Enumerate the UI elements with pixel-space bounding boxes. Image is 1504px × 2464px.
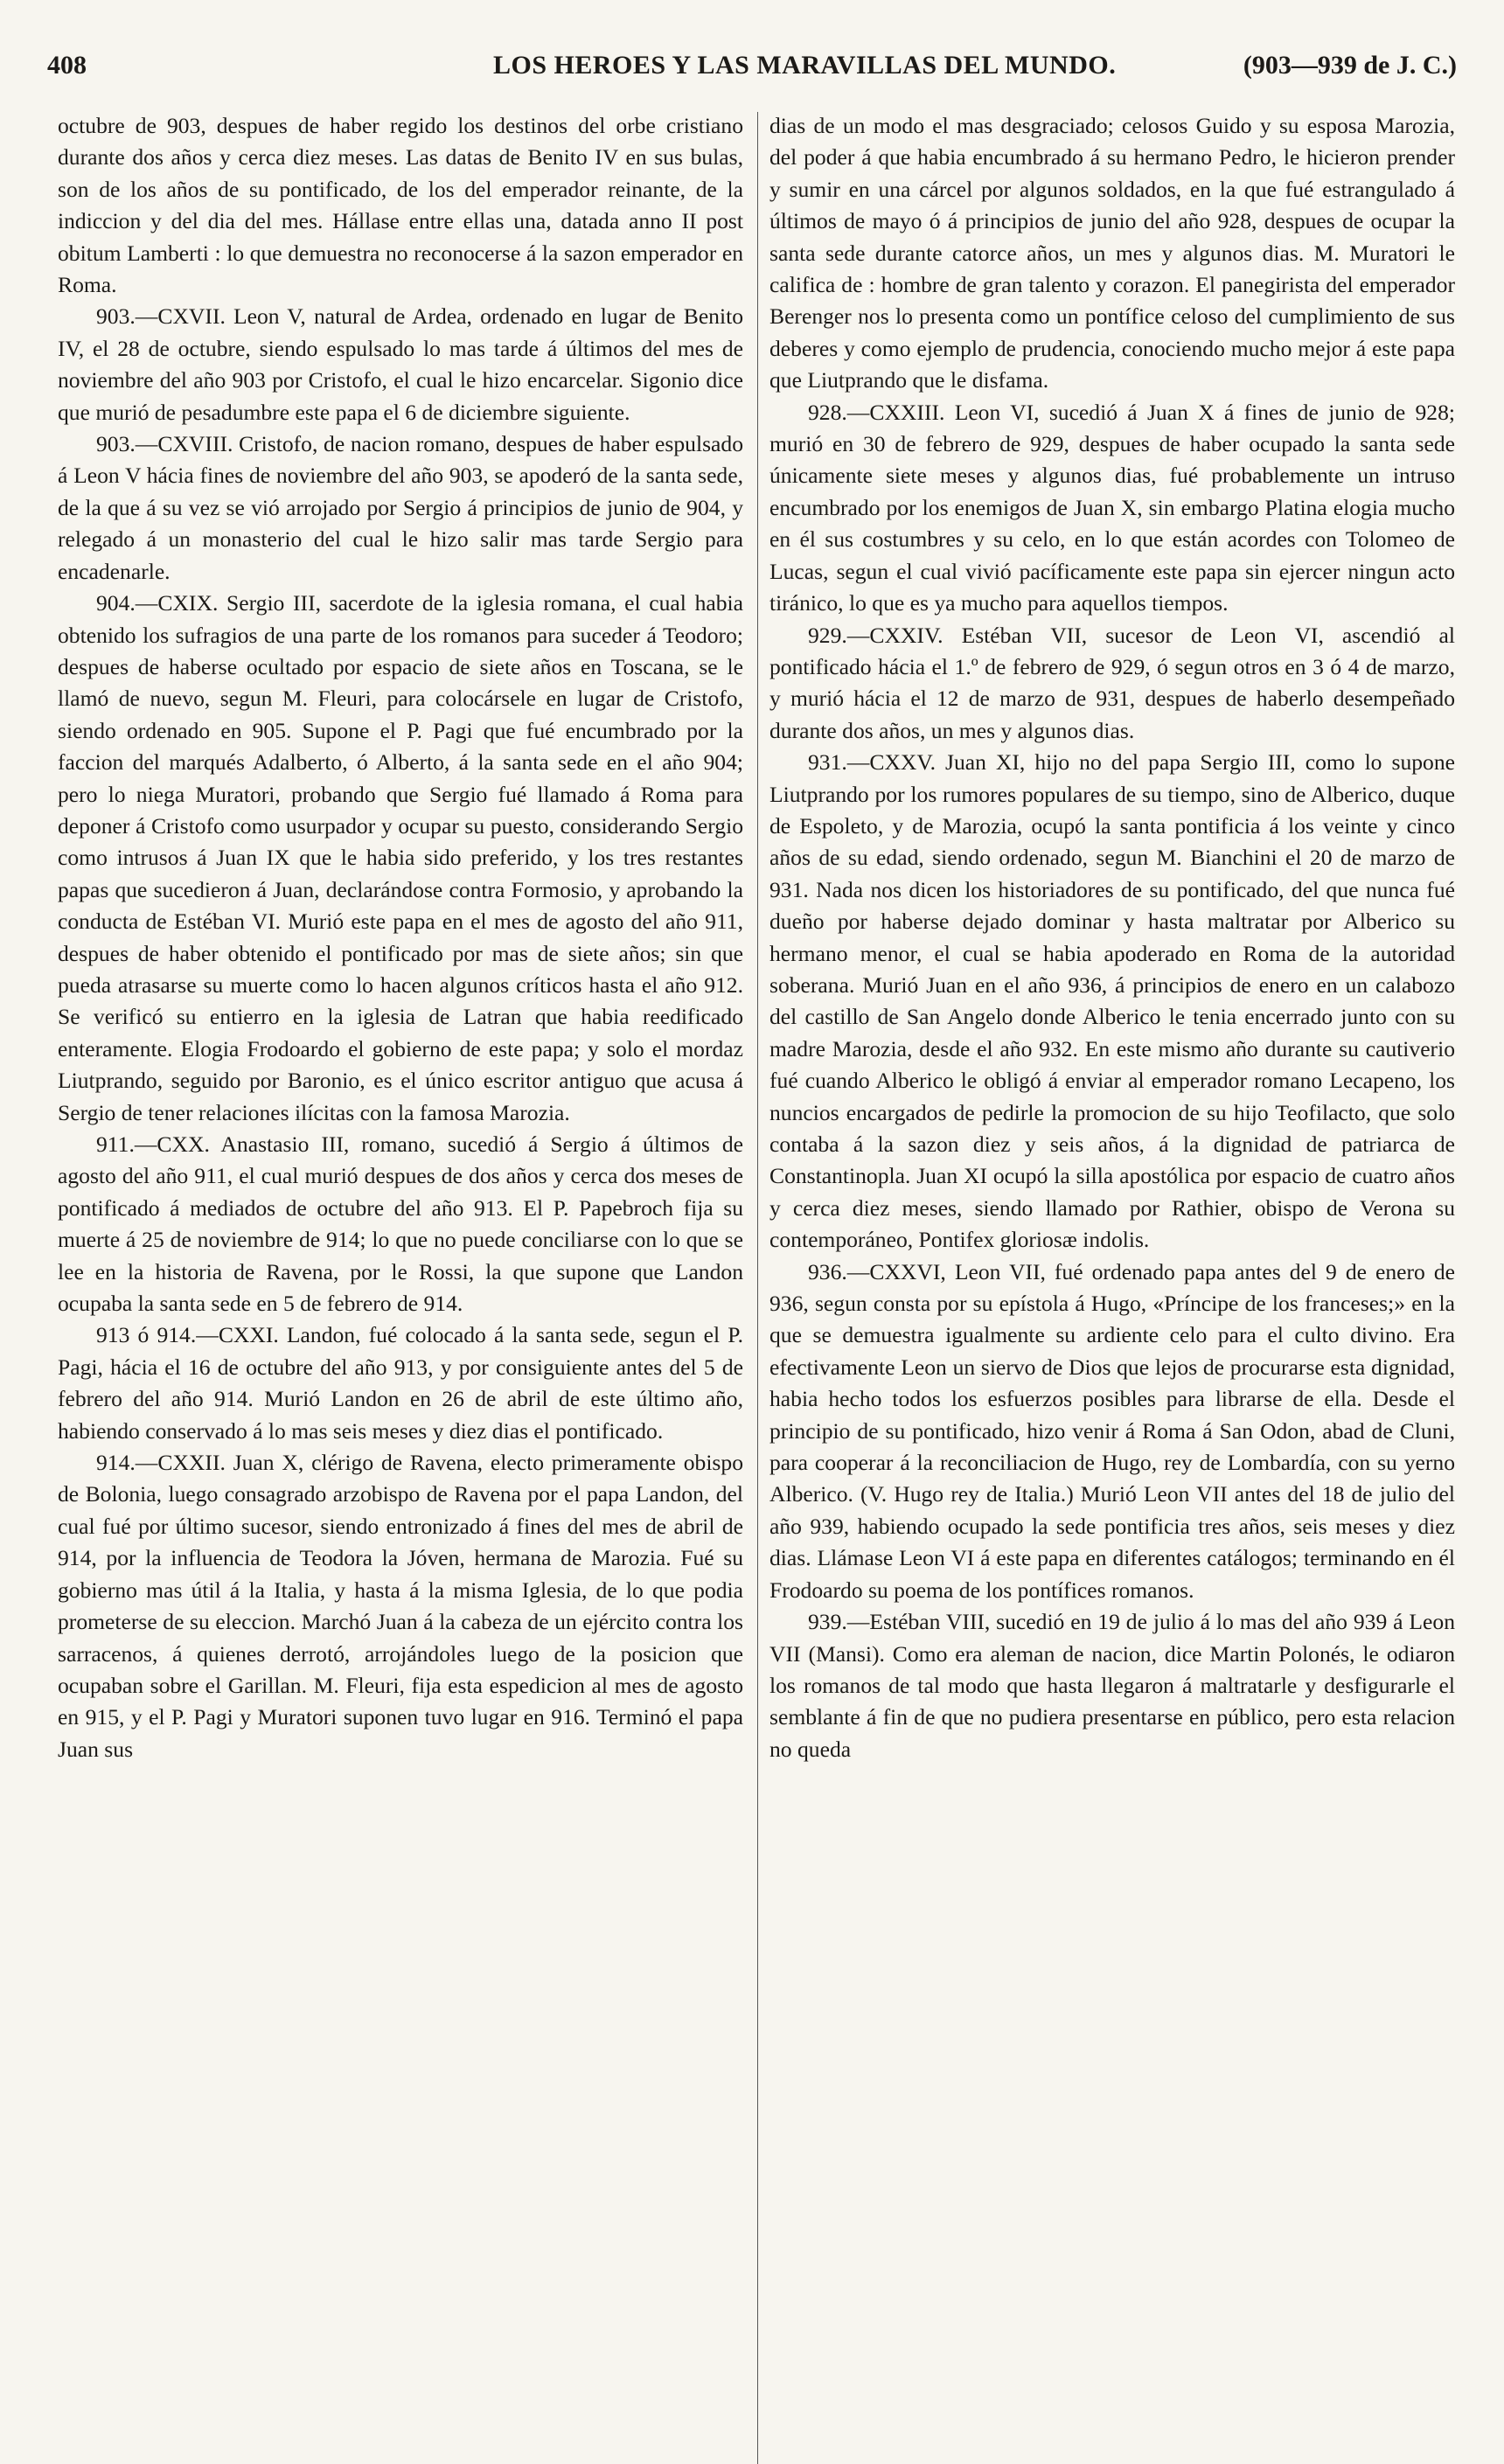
- running-header: [47, 51, 1457, 100]
- paragraph: 914.—CXXII. Juan X, clérigo de Ravena, electo primeramente obispo de Bolonia, luego consagrado arzobispo de Ravena por el papa Landon, del cual fué por último sucesor, siendo entronizado á fines del mes de abril de 914, por la influencia de Teodora la Jóven, hermana de Marozia. Fué su gobierno mas útil á la Italia, y hasta á la misma Iglesia, de lo que podia prometerse de su eleccion. Marchó Juan á la cabeza de un ejército contra los sarracenos, á quienes derrotó, arrojándoles luego de la posicion que ocupaban sobre el Garillan. M. Fleuri, fija esta espedicion al mes de agosto en 915, y el P. Pagi y Muratori suponen tuvo lugar en 916. Terminó el papa Juan sus: [58, 1450, 743, 1762]
- paragraph: 911.—CXX. Anastasio III, romano, sucedió á Sergio á últimos de agosto del año 911, el cual murió despues de dos años y cerca dos meses de pontificado á mediados de octubre del año 913. El P. Papebroch fija su muerte á 25 de noviembre de 914; lo que no puede conciliarse con lo que se lee en la historia de Ravena, por le Rossi, la que supone que Landon ocupaba la santa sede en 5 de febrero de 914.: [58, 1131, 743, 1317]
- paragraph: 929.—CXXIV. Estéban VII, sucesor de Leon VI, ascendió al pontificado hácia el 1.º de febrero de 929, ó segun otros en 3 ó 4 de marzo, y murió hácia el 12 de marzo de 931, despues de haberlo desempeñado durante dos años, un mes y algunos dias.: [769, 622, 1455, 743]
- right-column: [769, 110, 1455, 2461]
- paragraph: 939.—Estéban VIII, sucedió en 19 de julio á lo mas del año 939 á Leon VII (Mansi). Como era aleman de nacion, dice Martin Polonés, le odiaron los romanos de tal modo que hasta llegaron á maltratarle y desfigurarle el semblante á fin de que no pudiera presentarse en público, pero esta relacion no queda: [769, 1609, 1455, 1762]
- paragraph: 903.—CXVIII. Cristofo, de nacion romano, despues de haber espulsado á Leon V hácia fines de noviembre del año 903, se apoderó de la santa sede, de la que á su vez se vió arrojado por Sergio á principios de junio de 904, y relegado á un monasterio del cual le hizo salir mas tarde Sergio para encadenarle.: [58, 431, 743, 584]
- column-divider: [757, 112, 758, 2464]
- paragraph: 913 ó 914.—CXXI. Landon, fué colocado á la santa sede, segun el P. Pagi, hácia el 16 de octubre del año 913, y por consiguiente antes del 5 de febrero del año 914. Murió Landon en 26 de abril de este último año, habiendo conservado á lo mas seis meses y diez dias el pontificado.: [58, 1322, 743, 1444]
- paragraph: 931.—CXXV. Juan XI, hijo no del papa Sergio III, como lo supone Liutprando por los rumores populares de su tiempo, sino de Alberico, duque de Espoleto, y de Marozia, ocupó la santa pontificia á los veinte y cinco años de su edad, siendo ordenado, segun M. Bianchini el 20 de marzo de 931. Nada nos dicen los historiadores de su pontificado, del que nunca fué dueño por haberse dejado dominar y hasta maltratar por Alberico su hermano menor, el cual se habia apoderado en Roma de la autoridad soberana. Murió Juan en el año 936, á principios de enero en un calabozo del castillo de San Angelo donde Alberico le tenia encerrado junto con su madre Marozia, desde el año 932. En este mismo año durante su cautiverio fué cuando Alberico le obligó á enviar al emperador romano Lecapeno, los nuncios encargados de pedirle la promocion de su hijo Teofilacto, que solo contaba á la sazon diez y seis años, á la dignidad de patriarca de Constantinopla. Juan XI ocupó la silla apostólica por espacio de cuatro años y cerca diez meses, siendo llamado por Rathier, obispo de Verona su contemporáneo, Pontifex gloriosæ indolis.: [769, 749, 1455, 1253]
- paragraph: 904.—CXIX. Sergio III, sacerdote de la iglesia romana, el cual habia obtenido los sufragios de una parte de los romanos para suceder á Teodoro; despues de haberse ocultado por espacio de siete años en Toscana, se le llamó de nuevo, segun M. Fleuri, para colocársele en lugar de Cristofo, siendo ordenado en 905. Supone el P. Pagi que fué encumbrado por la faccion del marqués Adalberto, ó Alberto, á la santa sede en el año 904; pero lo niega Muratori, probando que Sergio fué llamado á Roma para deponer á Cristofo como usurpador y ocupar su puesto, considerando Sergio como intrusos á Juan IX que le habia sido preferido, y los tres restantes papas que sucedieron á Juan, declarándose contra Formosio, y aprobando la conducta de Estéban VI. Murió este papa en el mes de agosto del año 911, despues de haber obtenido el pontificado por mas de siete años; sin que pueda atrasarse su muerte como lo hacen algunos críticos hasta el año 912. Se verificó su entierro en la iglesia de Latran que habia reedificado enteramente. Elogia Frodoardo el gobierno de este papa; y solo el mordaz Liutprando, seguido por Baronio, es el único escritor antiguo que acusa á Sergio de tener relaciones ilícitas con la famosa Marozia.: [58, 590, 743, 1125]
- left-column: [58, 110, 743, 2461]
- paragraph: dias de un modo el mas desgraciado; celosos Guido y su esposa Marozia, del poder á que habia encumbrado á su hermano Pedro, le hicieron prender y sumir en una cárcel por algunos soldados, en la que fué estrangulado á últimos de mayo ó á principios de junio del año 928, despues de ocupar la santa sede durante catorce años, un mes y algunos dias. M. Muratori le califica de : hombre de gran talento y corazon. El panegirista del emperador Berenger nos lo presenta como un pontífice celoso del cumplimiento de sus deberes y como ejemplo de prudencia, conociendo mucho mejor á este papa que Liutprando que le disfama.: [769, 113, 1455, 393]
- paragraph: 903.—CXVII. Leon V, natural de Ardea, ordenado en lugar de Benito IV, el 28 de octubre, siendo espulsado lo mas tarde á últimos del mes de noviembre del año 903 por Cristofo, el cual le hizo encarcelar. Sigonio dice que murió de pesadumbre este papa el 6 de diciembre siguiente.: [58, 303, 743, 425]
- paragraph: octubre de 903, despues de haber regido los destinos del orbe cristiano durante dos años y cerca diez meses. Las datas de Benito IV en sus bulas, son de los años de su pontificado, de los del emperador reinante, de la indiccion y del dia del mes. Hállase entre ellas una, datada anno II post obitum Lamberti : lo que demuestra no reconocerse á la sazon emperador en Roma.: [58, 113, 743, 298]
- date-range: (903—939 de J. C.): [1243, 51, 1457, 80]
- page-number: 408: [47, 51, 87, 80]
- paragraph: 928.—CXXIII. Leon VI, sucedió á Juan X á fines de junio de 928; murió en 30 de febrero de 929, despues de haber ocupado la santa sede únicamente siete meses y algunos dias, fué probablemente un intruso encumbrado por los enemigos de Juan X, sin embargo Platina elogia mucho en él sus costumbres y su celo, en lo que están acordes con Tolomeo de Lucas, segun el cual vivió pacíficamente este papa sin ejercer ningun acto tiránico, lo que es ya mucho para aquellos tiempos.: [769, 399, 1455, 616]
- running-title: LOS HEROES Y LAS MARAVILLAS DEL MUNDO.: [493, 51, 1117, 80]
- paragraph: 936.—CXXVI, Leon VII, fué ordenado papa antes del 9 de enero de 936, segun consta por su epístola á Hugo, «Príncipe de los franceses;» en la que se demuestra igualmente su ardiente celo para el culto divino. Era efectivamente Leon un siervo de Dios que lejos de procurarse esta dignidad, habia hecho todos los esfuerzos posibles para librarse de ella. Desde el principio de su pontificado, hizo venir á Roma á San Odon, abad de Cluni, para cooperar á la reconciliacion de Hugo, rey de Lombardía, con su yerno Alberico. (V. Hugo rey de Italia.) Murió Leon VII antes del 18 de julio del año 939, habiendo ocupado la sede pontificia tres años, seis meses y diez dias. Llámase Leon VI á este papa en diferentes catálogos; terminando en él Frodoardo su poema de los pontífices romanos.: [769, 1258, 1455, 1603]
